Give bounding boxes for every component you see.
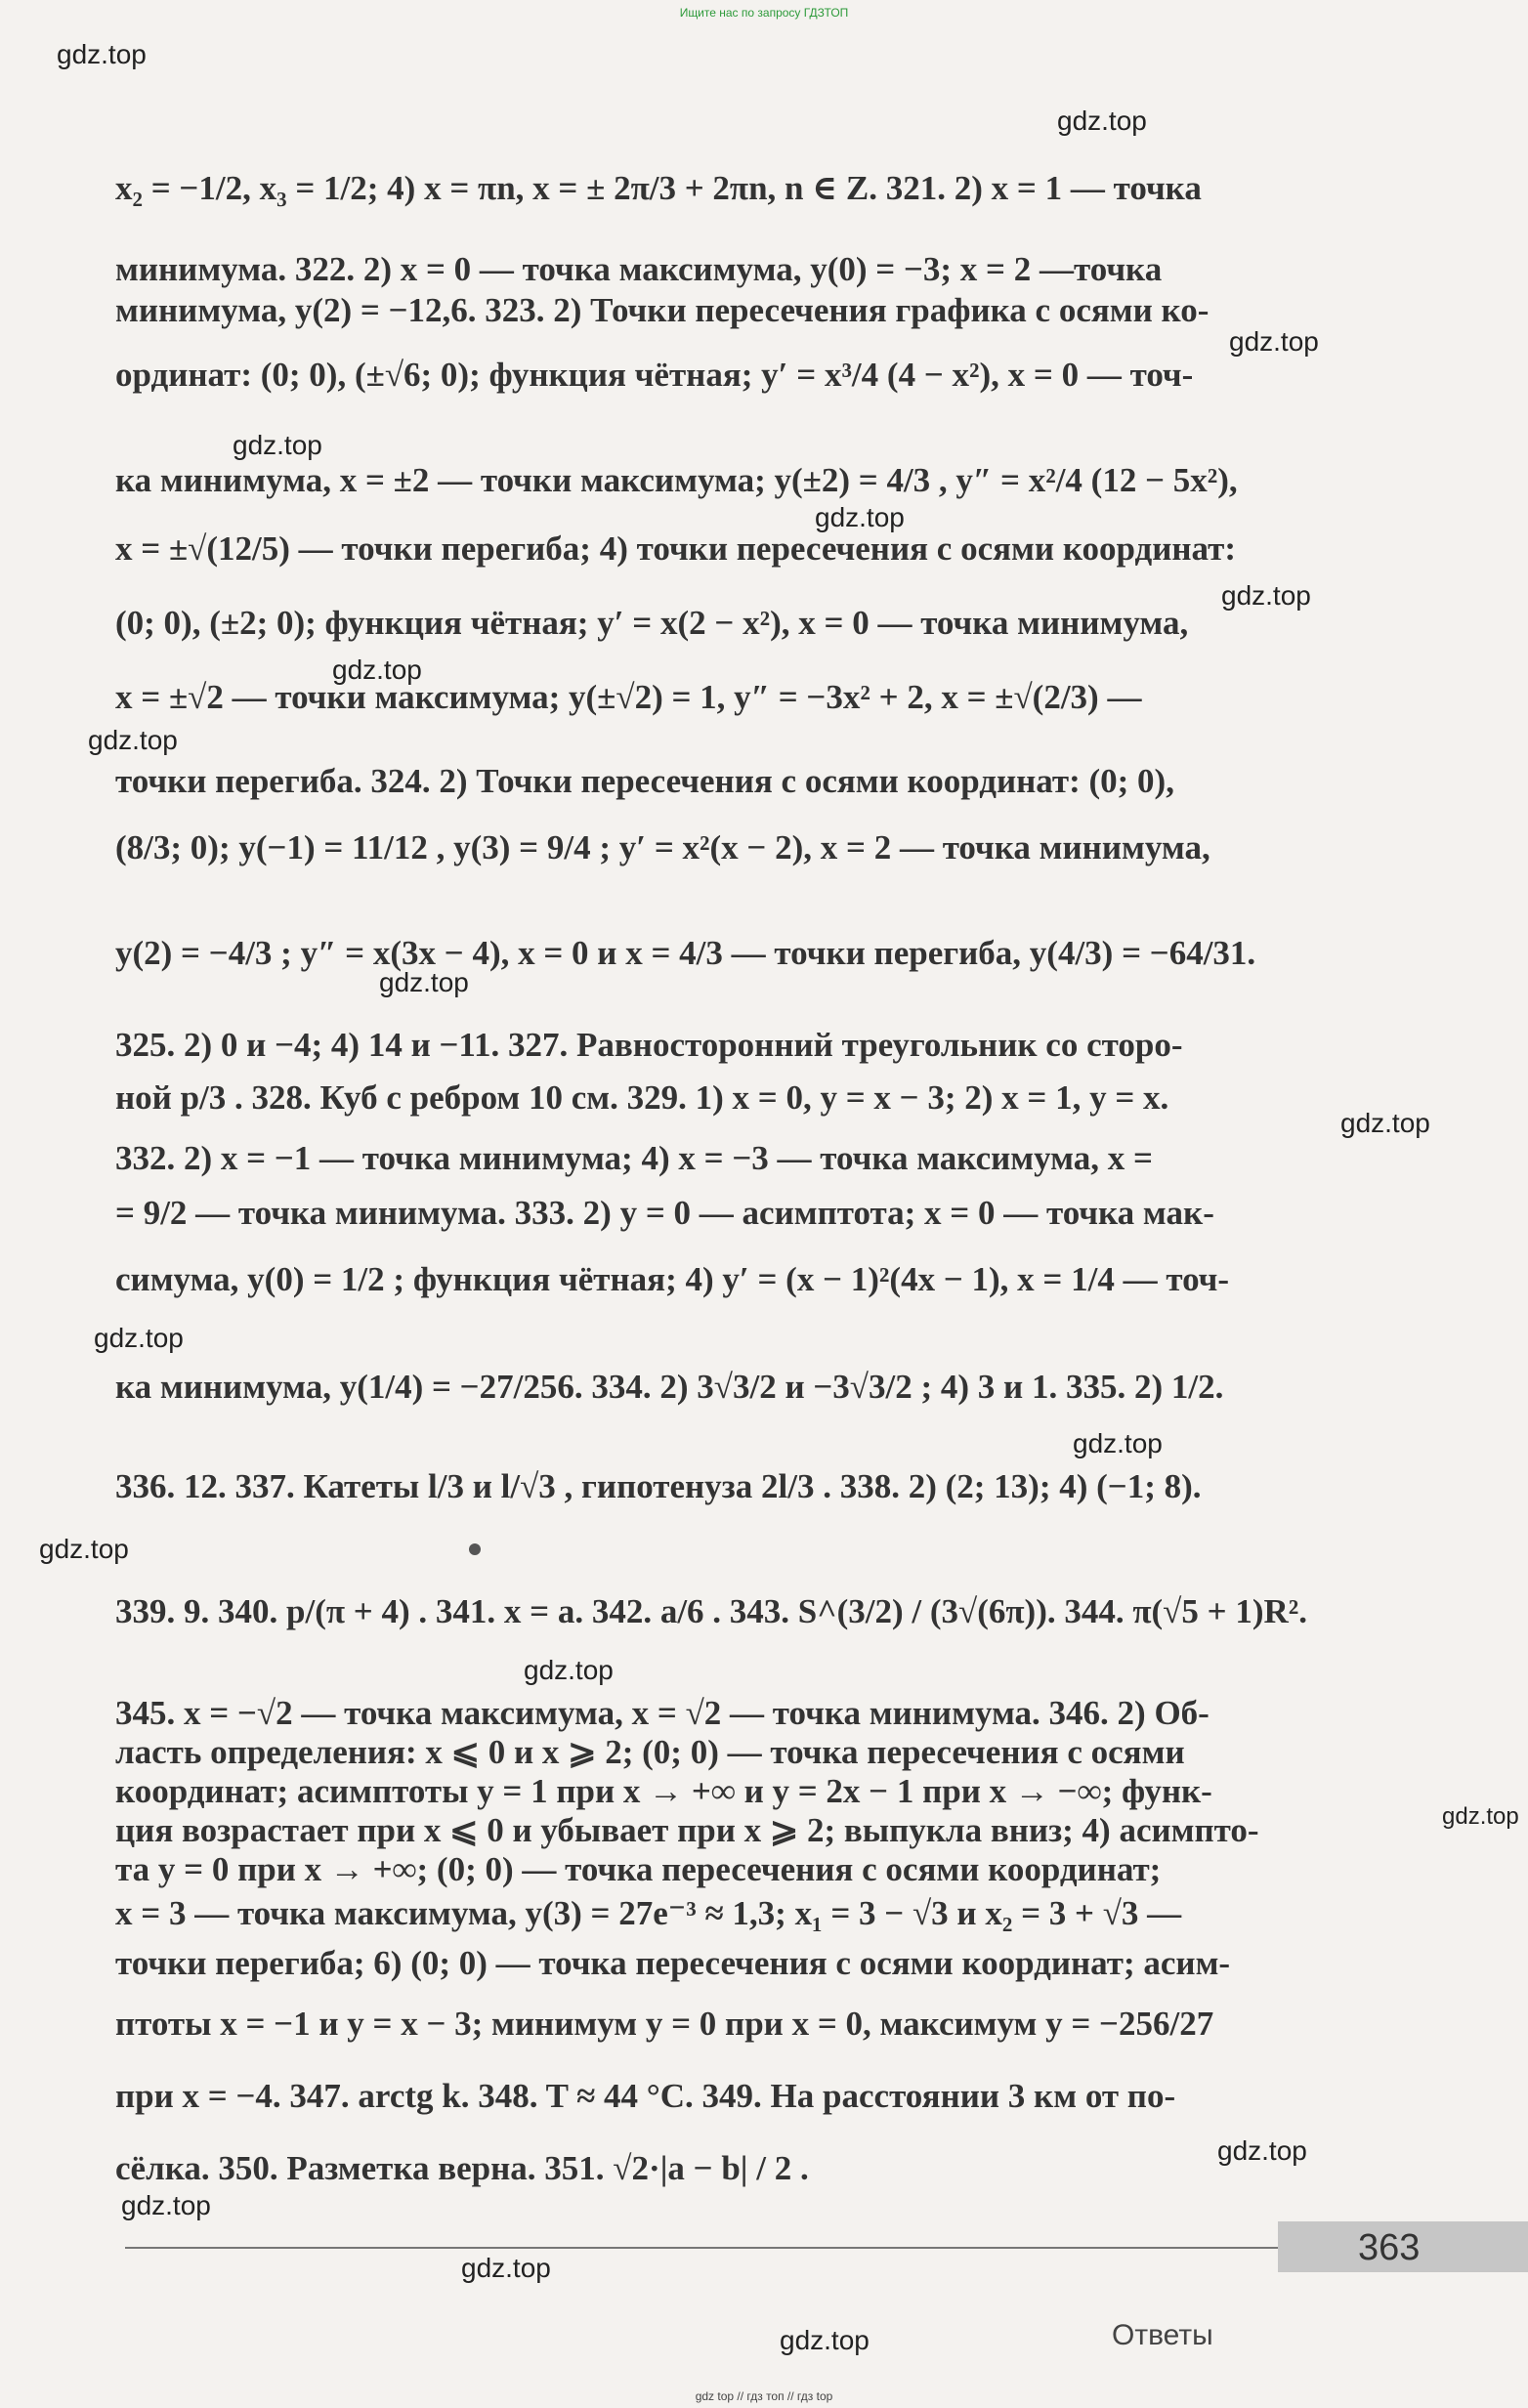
bottom-watermark: gdz top // гдз топ // гдз top xyxy=(695,2389,833,2403)
text-line: x = 3 — точка максимума, y(3) = 27e⁻³ ≈ 1,3; x₁ = 3 − √3 и x₂ = 3 + √3 — xyxy=(115,1894,1182,1932)
watermark: gdz.top xyxy=(57,39,147,69)
top-watermark: Ищите нас по запросу ГДЗТОП xyxy=(679,6,849,20)
text-line: ной p/3 . 328. Куб с ребром 10 см. 329. 1) x = 0, y = x − 3; 2) x = 1, y = x. xyxy=(115,1078,1169,1117)
text-line: ция возрастает при x ⩽ 0 и убывает при x ⩾ 2; выпукла вниз; 4) асимпто- xyxy=(115,1811,1259,1849)
watermark: gdz.top xyxy=(780,2325,870,2355)
text-line: x = ±√(12/5) — точки перегиба; 4) точки пересечения с осями координат: xyxy=(115,529,1237,568)
text-line: ка минимума, y(1/4) = −27/256. 334. 2) 3√3/2 и −3√3/2 ; 4) 3 и 1. 335. 2) 1/2. xyxy=(115,1368,1224,1406)
text-line: 336. 12. 337. Катеты l/3 и l/√3 , гипотенуза 2l/3 . 338. 2) (2; 13); 4) (−1; 8). xyxy=(115,1467,1202,1505)
watermark: gdz.top xyxy=(1217,2135,1307,2166)
watermark: gdz.top xyxy=(461,2253,551,2283)
text-line: 332. 2) x = −1 — точка минимума; 4) x = −3 — точка максимума, x = xyxy=(115,1139,1153,1177)
text-line: точки перегиба; 6) (0; 0) — точка пересечения с осями координат; асим- xyxy=(115,1944,1231,1982)
watermark: gdz.top xyxy=(332,655,422,685)
text-line: 345. x = −√2 — точка максимума, x = √2 — точка минимума. 346. 2) Об- xyxy=(115,1694,1210,1732)
watermark: gdz.top xyxy=(88,725,178,755)
page-number: 363 xyxy=(1358,2227,1421,2268)
text-line: координат; асимптоты y = 1 при x → +∞ и y = 2x − 1 при x → −∞; функ- xyxy=(115,1772,1212,1810)
text-line: при x = −4. 347. arctg k. 348. T ≈ 44 °C. 349. На расстоянии 3 км от по- xyxy=(115,2077,1176,2115)
text-line: = 9/2 — точка минимума. 333. 2) y = 0 — асимптота; x = 0 — точка мак- xyxy=(115,1194,1214,1232)
text-line: 325. 2) 0 и −4; 4) 14 и −11. 327. Равносторонний треугольник со сторо- xyxy=(115,1026,1183,1064)
section-label: Ответы xyxy=(1112,2319,1213,2351)
watermark: gdz.top xyxy=(524,1655,614,1685)
text-line: (0; 0), (±2; 0); функция чётная; y′ = x(2 − x²), x = 0 — точка минимума, xyxy=(115,604,1189,642)
watermark: gdz.top xyxy=(1221,580,1311,611)
text-line: ка минимума, x = ±2 — точки максимума; y(±2) = 4/3 , y″ = x²/4 (12 − 5x²), xyxy=(115,461,1238,499)
text-line: минимума, y(2) = −12,6. 323. 2) Точки пересечения графика с осями ко- xyxy=(115,291,1210,329)
text-line: симума, y(0) = 1/2 ; функция чётная; 4) y′ = (x − 1)²(4x − 1), x = 1/4 — точ- xyxy=(115,1260,1230,1298)
watermark: gdz.top xyxy=(815,502,905,532)
watermark: gdz.top xyxy=(233,430,322,460)
text-line: (8/3; 0); y(−1) = 11/12 , y(3) = 9/4 ; y′ = x²(x − 2), x = 2 — точка минимума, xyxy=(115,828,1210,866)
watermark: gdz.top xyxy=(1057,106,1147,136)
text-line: та y = 0 при x → +∞; (0; 0) — точка пересечения с осями координат; xyxy=(115,1850,1162,1888)
watermark: gdz.top xyxy=(379,967,469,997)
watermark: gdz.top xyxy=(1340,1108,1430,1138)
text-line: сёлка. 350. Разметка верна. 351. √2·|a − b| / 2 . xyxy=(115,2149,809,2187)
watermark: gdz.top xyxy=(1073,1428,1163,1458)
text-line: ординат: (0; 0), (±√6; 0); функция чётная; y′ = x³/4 (4 − x²), x = 0 — точ- xyxy=(115,356,1194,394)
watermark: gdz.top xyxy=(121,2190,211,2220)
text-line: x = ±√2 — точки максимума; y(±√2) = 1, y″ = −3x² + 2, x = ±√(2/3) — xyxy=(115,678,1142,716)
watermark: gdz.top xyxy=(94,1323,184,1353)
text-line: 339. 9. 340. p/(π + 4) . 341. x = a. 342. a/6 . 343. S^(3/2) / (3√(6π)). 344. π(√5 + 1)R². xyxy=(115,1592,1308,1630)
watermark: gdz.top xyxy=(1229,326,1319,357)
text-line: y(2) = −4/3 ; y″ = x(3x − 4), x = 0 и x = 4/3 — точки перегиба, y(4/3) = −64/31. xyxy=(115,934,1256,972)
watermark: gdz.top xyxy=(1442,1803,1519,1830)
text-line: минимума. 322. 2) x = 0 — точка максимума, y(0) = −3; x = 2 —точка xyxy=(115,250,1163,288)
watermark: gdz.top xyxy=(39,1534,129,1564)
ink-dot xyxy=(469,1543,481,1555)
text-line: ласть определения: x ⩽ 0 и x ⩾ 2; (0; 0) — точка пересечения с осями xyxy=(115,1733,1185,1771)
text-line: птоты x = −1 и y = x − 3; минимум y = 0 при x = 0, максимум y = −256/27 xyxy=(115,2005,1214,2043)
footer-rule xyxy=(125,2247,1278,2249)
text-line: x₂ = −1/2, x₃ = 1/2; 4) x = πn, x = ± 2π/3 + 2πn, n ∈ Z. 321. 2) x = 1 — точка xyxy=(115,169,1202,207)
text-line: точки перегиба. 324. 2) Точки пересечения с осями координат: (0; 0), xyxy=(115,762,1174,800)
